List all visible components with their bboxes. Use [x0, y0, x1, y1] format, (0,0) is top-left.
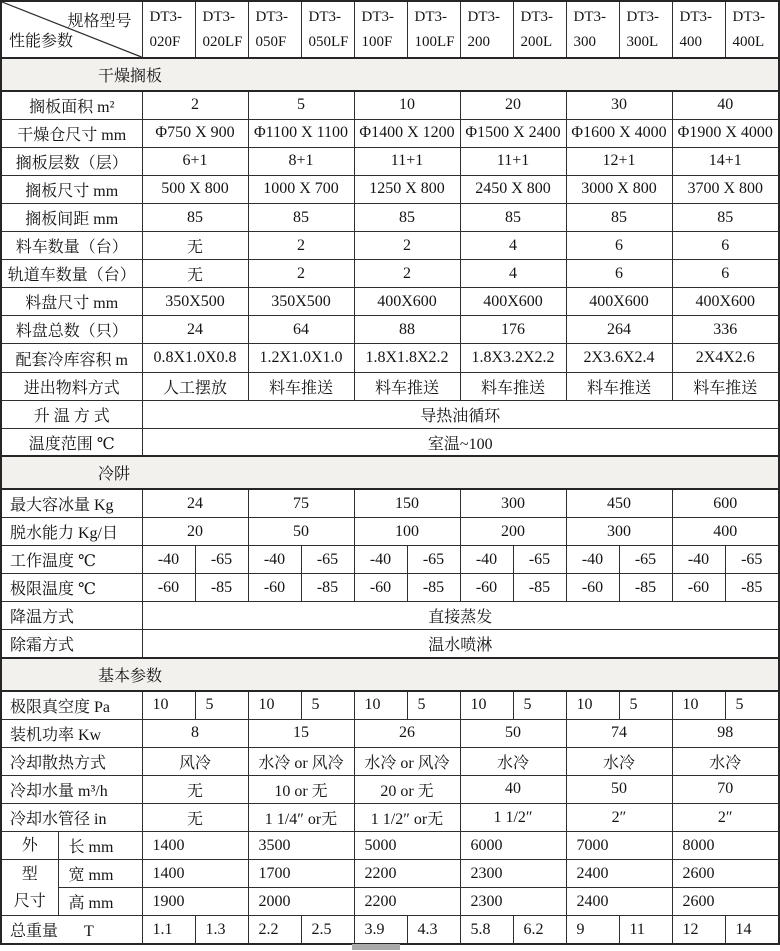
value-cell: 50 — [460, 719, 566, 747]
table-row — [1, 630, 779, 658]
value-cell: Φ1400 X 1200 — [354, 119, 460, 147]
value-cell: 5 — [725, 691, 779, 719]
value-cell: 0.8X1.0X0.8 — [142, 344, 248, 372]
value-cell: 6.2 — [513, 916, 566, 944]
dim-outer-label — [1, 832, 58, 860]
value-cell: 1400 — [142, 860, 248, 888]
model-header-cell — [354, 1, 407, 58]
value-cell: -85 — [195, 574, 248, 602]
value-cell: -85 — [407, 574, 460, 602]
value-cell: 2 — [248, 232, 354, 260]
model-header-cell — [142, 1, 195, 58]
value-cell: -40 — [460, 546, 513, 574]
param-label: 配套冷库容积 m — [1, 344, 142, 372]
value-cell: 40 — [672, 91, 779, 119]
value-cell: -60 — [248, 574, 301, 602]
value-cell: 水冷 — [460, 747, 566, 775]
value-cell: 5 — [513, 691, 566, 719]
section-title: 基本参数 — [1, 658, 779, 691]
param-label: 轨道车数量（台） — [1, 260, 142, 288]
value-cell: 350X500 — [248, 288, 354, 316]
value-cell: 400X600 — [672, 288, 779, 316]
model-header-cell — [301, 1, 354, 58]
value-cell: 5 — [195, 691, 248, 719]
corner-label-spec-model: 规格型号 — [67, 13, 132, 30]
table-row — [1, 260, 779, 288]
model-suffix: 100LF — [414, 33, 455, 50]
model-prefix: DT3- — [308, 8, 341, 25]
value-cell: 3700 X 800 — [672, 175, 779, 203]
model-header-row — [1, 1, 779, 58]
dim-sub-label: 长 mm — [58, 832, 142, 860]
table-row — [1, 916, 779, 944]
model-suffix: 300L — [626, 33, 659, 50]
value-cell: 20 or 无 — [354, 775, 460, 803]
table-row — [1, 546, 779, 574]
corner-cell — [1, 1, 142, 58]
model-suffix: 200 — [467, 33, 490, 50]
value-cell: 6 — [566, 232, 672, 260]
value-cell: 5 — [301, 691, 354, 719]
param-label: 极限真空度 Pa — [1, 691, 142, 719]
model-prefix: DT3- — [149, 8, 182, 25]
model-suffix: 100F — [361, 33, 393, 50]
value-cell: 10 — [566, 691, 619, 719]
value-cell: 450 — [566, 489, 672, 517]
value-cell: 10 — [248, 691, 301, 719]
value-cell: 10 — [354, 91, 460, 119]
value-cell: 1.2X1.0X1.0 — [248, 344, 354, 372]
value-cell: 5.8 — [460, 916, 513, 944]
value-cell: 11+1 — [460, 147, 566, 175]
param-label: 料盘尺寸 mm — [1, 288, 142, 316]
value-cell: 人工摆放 — [142, 372, 248, 400]
table-row — [1, 400, 779, 428]
model-prefix: DT3- — [520, 8, 553, 25]
value-cell: 400 — [672, 518, 779, 546]
value-cell: 1.3 — [195, 916, 248, 944]
model-prefix: DT3- — [202, 8, 235, 25]
table-row — [1, 147, 779, 175]
dim-sub-label: 高 mm — [58, 888, 142, 916]
value-cell: -65 — [513, 546, 566, 574]
value-cell: 6 — [672, 260, 779, 288]
table-row — [1, 428, 779, 456]
model-prefix: DT3- — [255, 8, 288, 25]
value-cell: 2200 — [354, 860, 460, 888]
value-cell: 2400 — [566, 860, 672, 888]
param-label: 极限温度 ℃ — [1, 574, 142, 602]
value-cell: 风冷 — [142, 747, 248, 775]
section-row — [1, 58, 779, 91]
param-label: 搁板层数（层） — [1, 147, 142, 175]
value-cell: 2 — [142, 91, 248, 119]
value-cell: 料车推送 — [248, 372, 354, 400]
param-label — [1, 916, 142, 944]
table-row — [1, 574, 779, 602]
value-cell: 7000 — [566, 832, 672, 860]
value-cell: 6+1 — [142, 147, 248, 175]
value-cell: 14+1 — [672, 147, 779, 175]
value-cell: 300 — [460, 489, 566, 517]
param-label: 料车数量（台） — [1, 232, 142, 260]
param-label: 进出物料方式 — [1, 372, 142, 400]
value-cell: 1250 X 800 — [354, 175, 460, 203]
scrollbar-artifact — [352, 944, 400, 950]
value-cell: 2600 — [672, 860, 779, 888]
model-prefix: DT3- — [573, 8, 606, 25]
table-row — [1, 203, 779, 231]
param-label: 干燥仓尺寸 mm — [1, 119, 142, 147]
model-header-cell — [566, 1, 619, 58]
model-header-cell — [248, 1, 301, 58]
value-cell: 75 — [248, 489, 354, 517]
value-cell: 1 1/2″ — [460, 803, 566, 831]
value-cell: 2 — [354, 260, 460, 288]
value-cell: 24 — [142, 489, 248, 517]
value-cell: 9 — [566, 916, 619, 944]
value-cell: 无 — [142, 803, 248, 831]
value-cell: 料车推送 — [460, 372, 566, 400]
model-prefix: DT3- — [626, 8, 659, 25]
value-cell: 温水喷淋 — [142, 630, 779, 658]
value-cell: 3500 — [248, 832, 354, 860]
table-row — [1, 888, 779, 916]
value-cell: 2.2 — [248, 916, 301, 944]
value-cell: -40 — [248, 546, 301, 574]
model-prefix: DT3- — [467, 8, 500, 25]
value-cell: 2200 — [354, 888, 460, 916]
value-cell: 50 — [248, 518, 354, 546]
value-cell: 4 — [460, 232, 566, 260]
param-label: 脱水能力 Kg/日 — [1, 518, 142, 546]
value-cell: 2 — [354, 232, 460, 260]
table-row — [1, 316, 779, 344]
section-title: 干燥搁板 — [1, 58, 779, 91]
table-row — [1, 344, 779, 372]
value-cell: 2450 X 800 — [460, 175, 566, 203]
table-row — [1, 747, 779, 775]
value-cell: 4.3 — [407, 916, 460, 944]
value-cell: 无 — [142, 260, 248, 288]
value-cell: 85 — [460, 203, 566, 231]
value-cell: -85 — [513, 574, 566, 602]
corner-label-performance-param: 性能参数 — [9, 33, 74, 50]
value-cell: 14 — [725, 916, 779, 944]
value-cell: 1.8X3.2X2.2 — [460, 344, 566, 372]
value-cell: 1000 X 700 — [248, 175, 354, 203]
value-cell: 2X3.6X2.4 — [566, 344, 672, 372]
param-label: 升 温 方 式 — [1, 400, 142, 428]
table-row — [1, 175, 779, 203]
value-cell: 11+1 — [354, 147, 460, 175]
value-cell: 1400 — [142, 832, 248, 860]
value-cell: 150 — [354, 489, 460, 517]
model-suffix: 400L — [732, 33, 765, 50]
value-cell: Φ1900 X 4000 — [672, 119, 779, 147]
value-cell: 水冷 or 风冷 — [354, 747, 460, 775]
value-cell: 600 — [672, 489, 779, 517]
value-cell: 2 — [248, 260, 354, 288]
value-cell: 4 — [460, 260, 566, 288]
weight-label: 总重量 — [10, 923, 59, 941]
dim-sub-label: 宽 mm — [58, 860, 142, 888]
param-label: 装机功率 Kw — [1, 719, 142, 747]
value-cell: 26 — [354, 719, 460, 747]
value-cell: 无 — [142, 232, 248, 260]
value-cell: -65 — [195, 546, 248, 574]
table-row — [1, 119, 779, 147]
model-prefix: DT3- — [679, 8, 712, 25]
value-cell: 直接蒸发 — [142, 602, 779, 630]
param-label: 冷却水管径 in — [1, 803, 142, 831]
value-cell: 10 — [354, 691, 407, 719]
value-cell: 10 or 无 — [248, 775, 354, 803]
value-cell: 1.8X1.8X2.2 — [354, 344, 460, 372]
value-cell: 3000 X 800 — [566, 175, 672, 203]
table-row — [1, 288, 779, 316]
value-cell: -65 — [407, 546, 460, 574]
value-cell: 水冷 — [566, 747, 672, 775]
value-cell: 3.9 — [354, 916, 407, 944]
value-cell: Φ1100 X 1100 — [248, 119, 354, 147]
param-label: 搁板间距 mm — [1, 203, 142, 231]
model-suffix: 200L — [520, 33, 553, 50]
value-cell: Φ750 X 900 — [142, 119, 248, 147]
value-cell: 10 — [460, 691, 513, 719]
model-prefix: DT3- — [732, 8, 765, 25]
table-row — [1, 518, 779, 546]
section-title: 冷阱 — [1, 456, 779, 489]
value-cell: 6000 — [460, 832, 566, 860]
value-cell: 20 — [142, 518, 248, 546]
model-header-cell — [407, 1, 460, 58]
dim-outer-label — [1, 860, 58, 916]
model-suffix: 400 — [679, 33, 702, 50]
value-cell: 98 — [672, 719, 779, 747]
table-row — [1, 372, 779, 400]
value-cell: 50 — [566, 775, 672, 803]
table-row — [1, 803, 779, 831]
value-cell: 336 — [672, 316, 779, 344]
value-cell: 2000 — [248, 888, 354, 916]
section-row — [1, 658, 779, 691]
value-cell: -85 — [619, 574, 672, 602]
value-cell: 350X500 — [142, 288, 248, 316]
value-cell: 5 — [407, 691, 460, 719]
value-cell: 8+1 — [248, 147, 354, 175]
param-label: 降温方式 — [1, 602, 142, 630]
param-label: 搁板面积 m² — [1, 91, 142, 119]
value-cell: -65 — [619, 546, 672, 574]
value-cell: 1 1/2″ or无 — [354, 803, 460, 831]
param-label: 料盘总数（只） — [1, 316, 142, 344]
value-cell: -65 — [301, 546, 354, 574]
value-cell: 导热油循环 — [142, 400, 779, 428]
model-suffix: 300 — [573, 33, 596, 50]
table-row — [1, 719, 779, 747]
value-cell: 水冷 — [672, 747, 779, 775]
model-header-cell — [513, 1, 566, 58]
value-cell: 85 — [354, 203, 460, 231]
model-prefix: DT3- — [361, 8, 394, 25]
value-cell: -60 — [142, 574, 195, 602]
table-row — [1, 691, 779, 719]
value-cell: 20 — [460, 91, 566, 119]
param-label: 搁板尺寸 mm — [1, 175, 142, 203]
value-cell: 400X600 — [566, 288, 672, 316]
value-cell: 70 — [672, 775, 779, 803]
value-cell: 400X600 — [460, 288, 566, 316]
value-cell: 64 — [248, 316, 354, 344]
value-cell: 室温~100 — [142, 428, 779, 456]
table-row — [1, 602, 779, 630]
value-cell: -40 — [672, 546, 725, 574]
model-prefix: DT3- — [414, 8, 447, 25]
model-header-cell — [672, 1, 725, 58]
value-cell: -40 — [142, 546, 195, 574]
value-cell: -85 — [301, 574, 354, 602]
model-suffix: 050LF — [308, 33, 349, 50]
value-cell: 5 — [248, 91, 354, 119]
table-row — [1, 232, 779, 260]
value-cell: 5 — [619, 691, 672, 719]
value-cell: 85 — [566, 203, 672, 231]
value-cell: 无 — [142, 775, 248, 803]
value-cell: 6 — [672, 232, 779, 260]
value-cell: 30 — [566, 91, 672, 119]
value-cell: 85 — [248, 203, 354, 231]
value-cell: 12 — [672, 916, 725, 944]
table-row — [1, 489, 779, 517]
value-cell: -60 — [460, 574, 513, 602]
weight-unit: T — [84, 923, 94, 941]
value-cell: 水冷 or 风冷 — [248, 747, 354, 775]
value-cell: 6 — [566, 260, 672, 288]
value-cell: -60 — [354, 574, 407, 602]
value-cell: 8 — [142, 719, 248, 747]
value-cell: 2.5 — [301, 916, 354, 944]
model-suffix: 020F — [149, 33, 181, 50]
value-cell: 15 — [248, 719, 354, 747]
value-cell: 料车推送 — [672, 372, 779, 400]
value-cell: 1700 — [248, 860, 354, 888]
value-cell: 2300 — [460, 860, 566, 888]
param-label: 工作温度 ℃ — [1, 546, 142, 574]
value-cell: -40 — [566, 546, 619, 574]
param-label: 温度范围 ℃ — [1, 428, 142, 456]
model-header-cell — [195, 1, 248, 58]
value-cell: 400X600 — [354, 288, 460, 316]
value-cell: 12+1 — [566, 147, 672, 175]
value-cell: 料车推送 — [354, 372, 460, 400]
value-cell: 1 1/4″ or无 — [248, 803, 354, 831]
value-cell: 74 — [566, 719, 672, 747]
value-cell: 2″ — [672, 803, 779, 831]
model-suffix: 020LF — [202, 33, 243, 50]
value-cell: 1.1 — [142, 916, 195, 944]
param-label: 除霜方式 — [1, 630, 142, 658]
model-suffix: 050F — [255, 33, 287, 50]
value-cell: 8000 — [672, 832, 779, 860]
value-cell: 10 — [142, 691, 195, 719]
value-cell: 300 — [566, 518, 672, 546]
value-cell: -60 — [566, 574, 619, 602]
table-row — [1, 775, 779, 803]
param-label: 冷却水量 m³/h — [1, 775, 142, 803]
table-row — [1, 832, 779, 860]
value-cell: 85 — [672, 203, 779, 231]
value-cell: 11 — [619, 916, 672, 944]
value-cell: 100 — [354, 518, 460, 546]
value-cell: -65 — [725, 546, 779, 574]
value-cell: 2X4X2.6 — [672, 344, 779, 372]
value-cell: 5000 — [354, 832, 460, 860]
dim-outer-line: 型 — [21, 865, 38, 883]
section-row — [1, 456, 779, 489]
value-cell: 10 — [672, 691, 725, 719]
value-cell: 85 — [142, 203, 248, 231]
value-cell: 2600 — [672, 888, 779, 916]
model-header-cell — [619, 1, 672, 58]
value-cell: 1900 — [142, 888, 248, 916]
value-cell: 264 — [566, 316, 672, 344]
value-cell: -60 — [672, 574, 725, 602]
value-cell: 176 — [460, 316, 566, 344]
value-cell: 200 — [460, 518, 566, 546]
model-header-cell — [460, 1, 513, 58]
value-cell: 2300 — [460, 888, 566, 916]
model-header-cell — [725, 1, 779, 58]
value-cell: 40 — [460, 775, 566, 803]
value-cell: -40 — [354, 546, 407, 574]
value-cell: 24 — [142, 316, 248, 344]
value-cell: 2″ — [566, 803, 672, 831]
value-cell: Φ1500 X 2400 — [460, 119, 566, 147]
table-row — [1, 860, 779, 888]
table-row — [1, 91, 779, 119]
param-label: 最大容冰量 Kg — [1, 489, 142, 517]
value-cell: 88 — [354, 316, 460, 344]
value-cell: 2400 — [566, 888, 672, 916]
dim-outer-line: 尺寸 — [13, 892, 46, 910]
value-cell: 料车推送 — [566, 372, 672, 400]
value-cell: 500 X 800 — [142, 175, 248, 203]
dim-outer-line: 外 — [21, 837, 38, 855]
value-cell: -85 — [725, 574, 779, 602]
value-cell: Φ1600 X 4000 — [566, 119, 672, 147]
param-label: 冷却散热方式 — [1, 747, 142, 775]
